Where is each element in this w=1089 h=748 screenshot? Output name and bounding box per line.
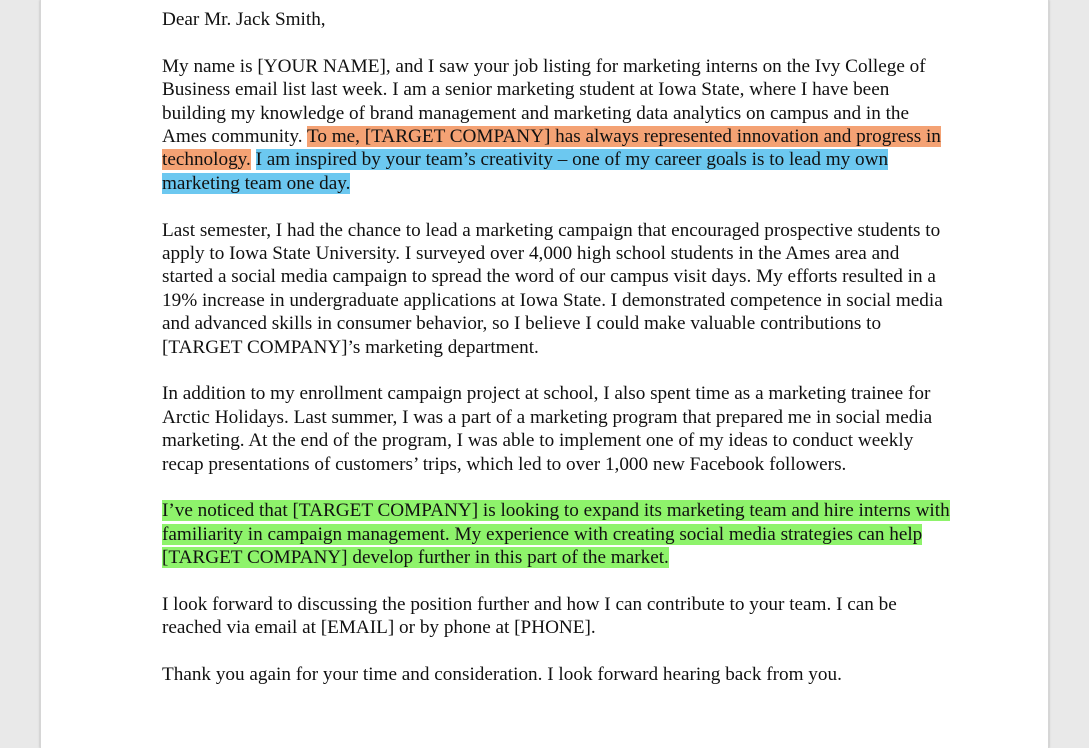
highlight-orange: To me, [TARGET COMPANY] has always represented innovation and progress in technology. xyxy=(162,126,941,171)
intro-text: My name is [YOUR NAME], and I saw your job listing for marketing interns on the Ivy College of Business email list last week. I am a senior marketing student at Iowa State, where I have been building my knowledge of brand management and marketing data analytics on campus and in the Ames community. xyxy=(162,55,926,148)
highlight-green: I’ve noticed that [TARGET COMPANY] is looking to expand its marketing team and hire interns with familiarity in campaign management. My experience with creating social media strategies can help [TARGET COMPANY] develop further in this part of the market. xyxy=(162,500,950,569)
paragraph-contact: I look forward to discussing the position further and how I can contribute to your team. I can be reached via email at [EMAIL] or by phone at [PHONE]. xyxy=(162,594,897,639)
document-page xyxy=(40,0,1049,748)
letter-body[interactable] xyxy=(162,8,952,710)
paragraph-intro xyxy=(162,55,952,195)
salutation: Dear Mr. Jack Smith, xyxy=(162,9,326,30)
paragraph-campaign: Last semester, I had the chance to lead a marketing campaign that encouraged prospective students to apply to Iowa State University. I surveyed over 4,000 high school students in the Ames area and started a social media campaign to spread the word of our campus visit days. My efforts resulted in a 19% increase in undergraduate applications at Iowa State. I demonstrated competence in social media and advanced skills in consumer behavior, so I believe I could make valuable contributions to [TARGET COMPANY]’s marketing department. xyxy=(162,219,943,358)
paragraph-closing: Thank you again for your time and consideration. I look forward hearing back from you. xyxy=(162,664,842,686)
paragraph-company-fit xyxy=(162,499,952,569)
paragraph-experience: In addition to my enrollment campaign project at school, I also spent time as a marketing trainee for Arctic Holidays. Last summer, I was a part of a marketing program that prepared me in social media marketing. At the end of the program, I was able to implement one of my ideas to conduct weekly recap presentations of customers’ trips, which led to over 1,000 new Facebook followers. xyxy=(162,383,933,475)
highlight-blue: I am inspired by your team’s creativity – one of my career goals is to lead my own marketing team one day. xyxy=(162,149,889,194)
